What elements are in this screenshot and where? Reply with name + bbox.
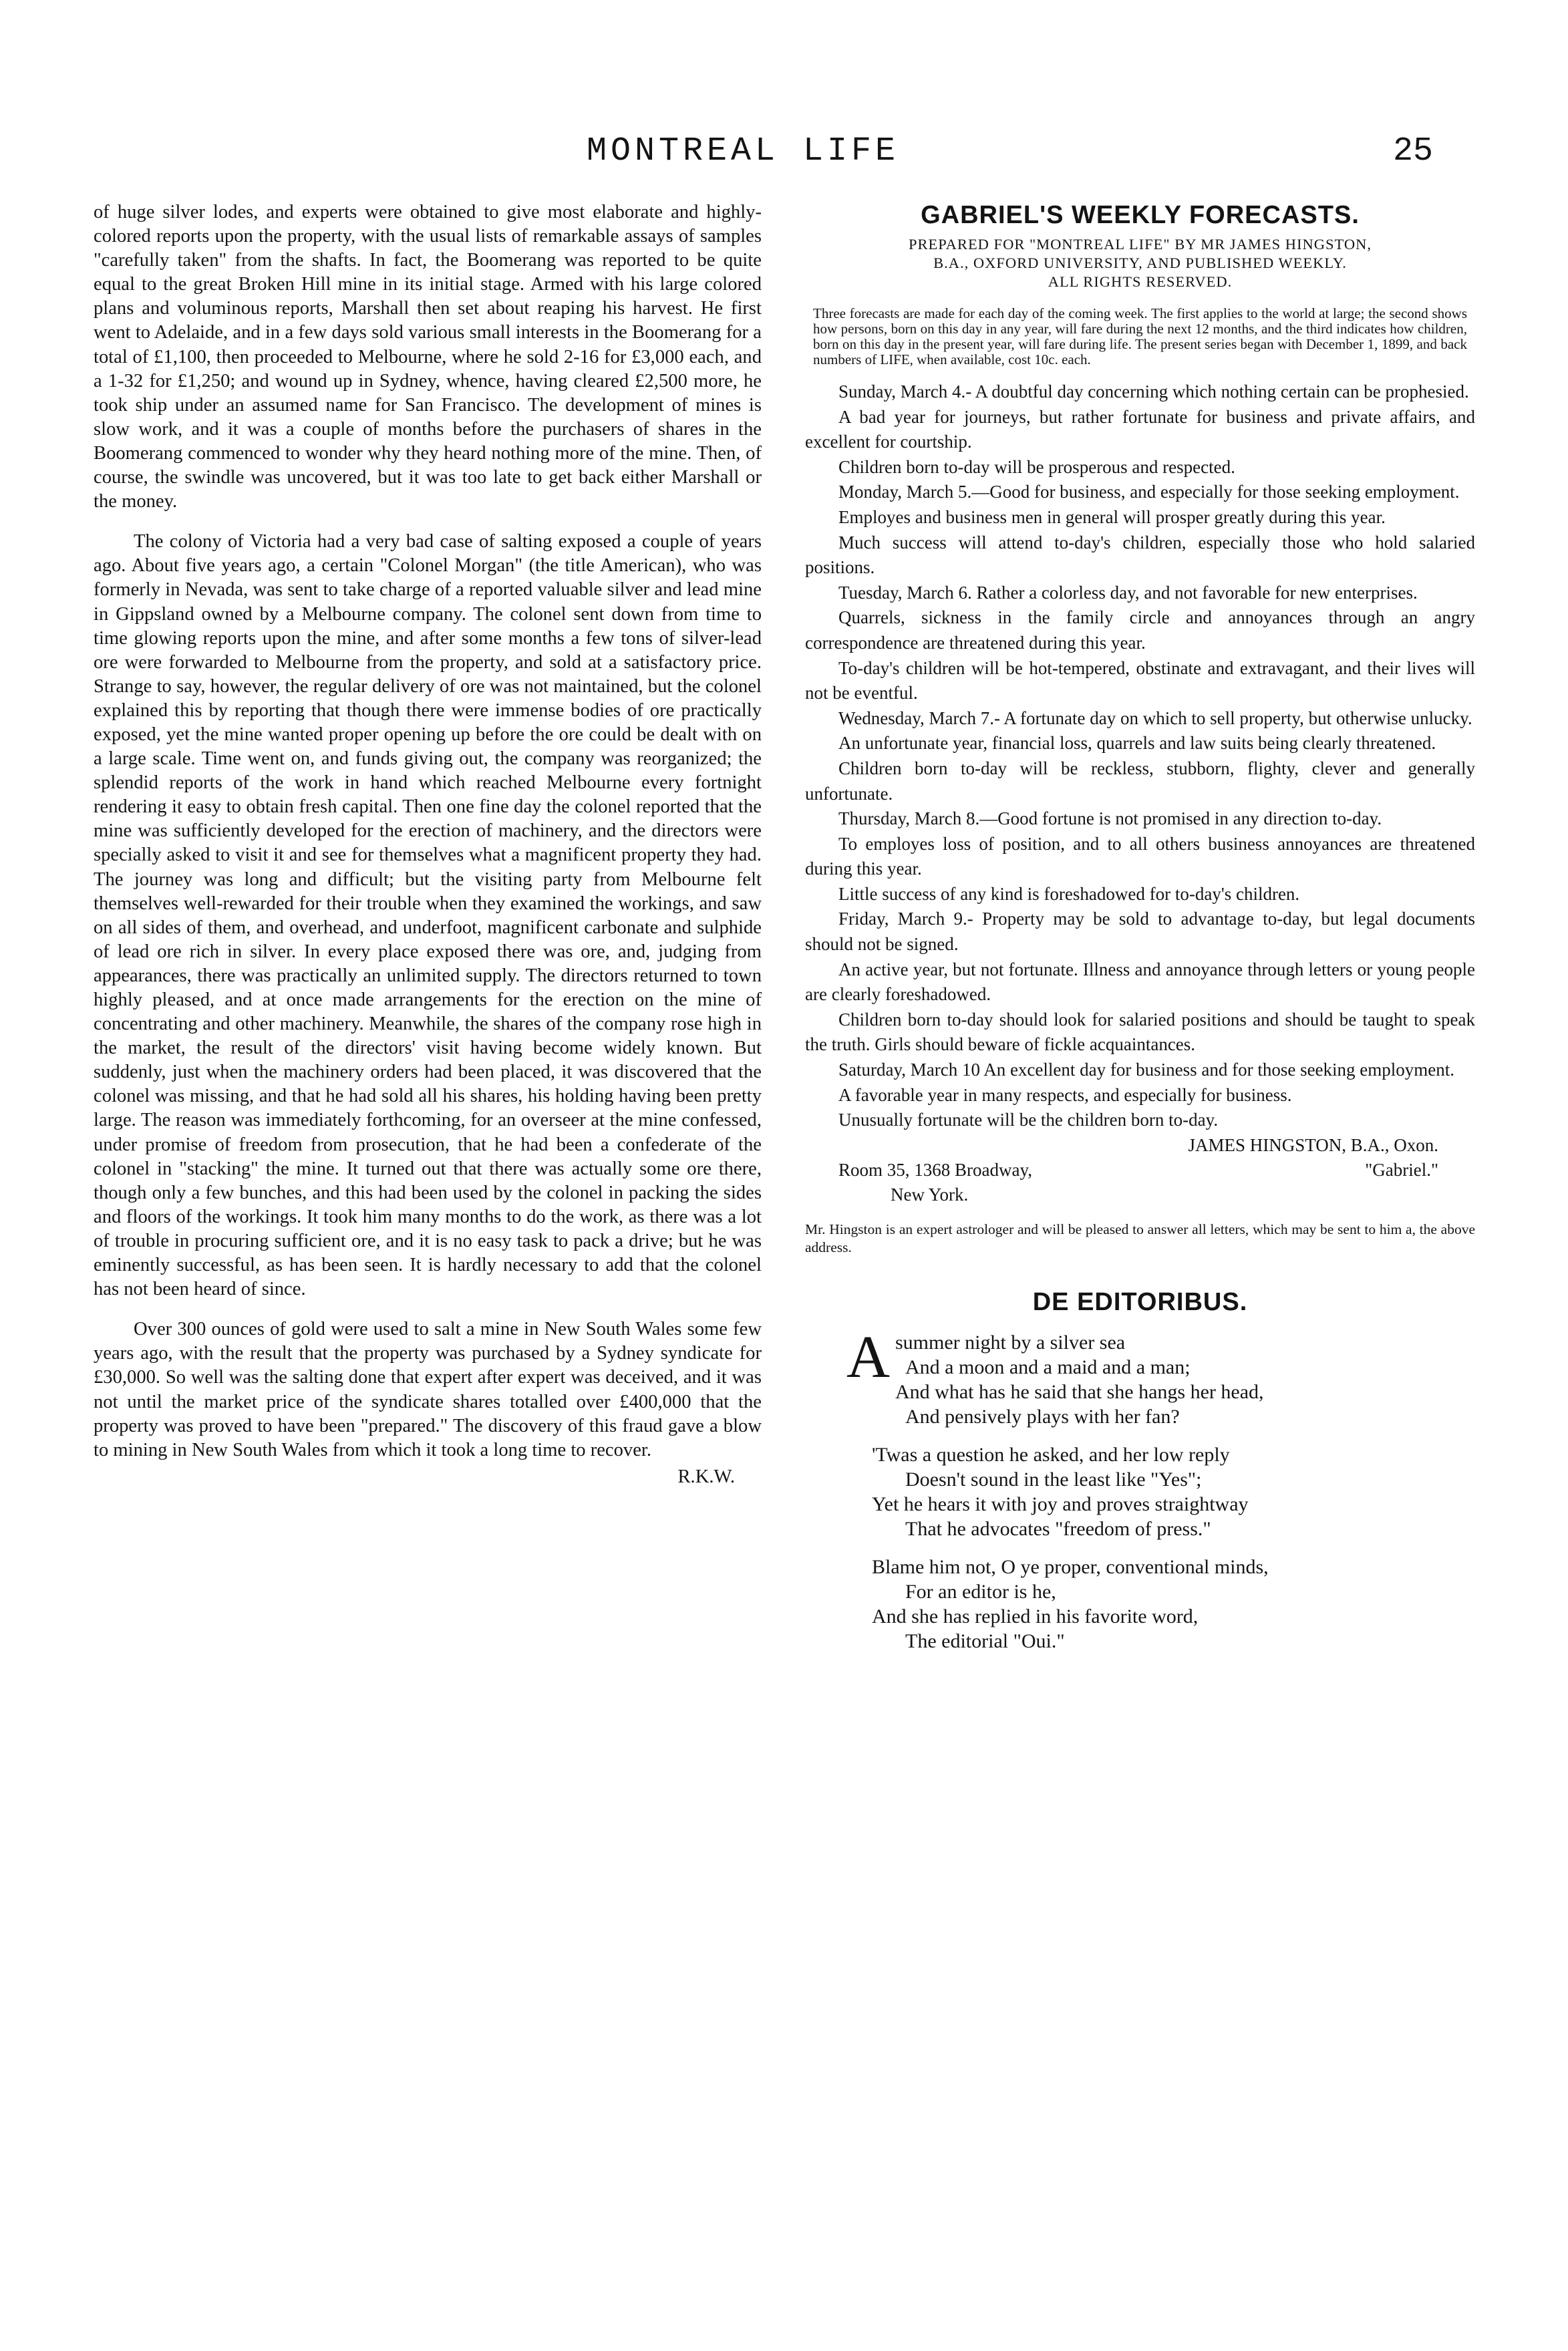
forecasts-intro: Three forecasts are made for each day of the coming week. The first applies to the world at large; the second shows how persons, born on this day in any year, will fare during the next 12 months, and the third indicates how children, born on this day in the present year, will fare during life. The present series began with December 1, 1899, and back numbers of LIFE, when available, cost 10c. each. <box>813 305 1467 367</box>
forecast-entry: A bad year for journeys, but rather fortunate for business and private affairs, and excellent for courtship. <box>805 406 1475 452</box>
poem-line: For an editor is he, <box>905 1580 1056 1603</box>
article-paragraph-1: of huge silver lodes, and experts were obtained to give most elaborate and highly-colored reports upon the property, with the usual lists of remarkable assays of samples "carefully taken" from the shafts. In fact, the Boomerang was reported to be quite equal to the great Broken Hill mine in its initial stage. Armed with his large colored plans and voluminous reports, Marshall then set about reaping his harvest. He first went to Adelaide, and in a few days sold various small interests in the Boomerang for a total of £1,100, then proceeded to Melbourne, where he sold 2-16 for £3,000 each, and a 1-32 for £1,250; and wound up in Sydney, whence, having cleared £2,500 more, he took ship under an assumed name for San Francisco. The development of mines is slow work, and it was a couple of months before the purchasers of shares in the Boomerang commenced to wonder why they heard nothing more of the mine. Then, of course, the swindle was uncovered, but it was too late to get back either Marshall or the money. <box>94 202 762 512</box>
poem-line: Doesn't sound in the least like "Yes"; <box>905 1468 1202 1491</box>
forecasts-title: GABRIEL'S WEEKLY FORECASTS. <box>921 201 1360 229</box>
poem-line: And a moon and a maid and a man; <box>905 1356 1191 1378</box>
forecast-entry: An unfortunate year, financial loss, quarrels and law suits being clearly threatened. <box>838 733 1436 754</box>
forecasts-address: Room 35, 1368 Broadway, <box>838 1159 1032 1180</box>
forecasts-signature: JAMES HINGSTON, B.A., Oxon. <box>1188 1134 1438 1155</box>
poem-line: And she has replied in his favorite word, <box>872 1605 1199 1627</box>
poem-stanza-2 <box>872 1442 1475 1541</box>
forecast-entry: Saturday, March 10 An excellent day for business and for those seeking employment. <box>838 1060 1455 1080</box>
forecast-entry: Little success of any kind is foreshadowed for to-day's children. <box>838 883 1300 904</box>
poem-line: And pensively plays with her fan? <box>905 1405 1180 1428</box>
forecasts-byline-1: PREPARED FOR "MONTREAL LIFE" BY MR JAMES HINGSTON, <box>908 236 1372 253</box>
article-signature: R.K.W. <box>677 1466 735 1487</box>
poem-drop-cap: A <box>846 1323 890 1390</box>
forecast-entry: Unusually fortunate will be the children born to-day. <box>838 1110 1219 1130</box>
forecast-list <box>805 379 1475 1133</box>
article-paragraph-3: Over 300 ounces of gold were used to salt a mine in New South Wales some few years ago, with the result that the property was purchased by a Sydney syndicate for £30,000. So well was the salting done that expert after expert was deceived, and it was not until the market price of the syndicate shares totalled over £400,000 that the property was proved to have been "prepared." The discovery of this fraud gave a blow to mining in New South Wales from which it took a long time to recover. <box>94 1319 762 1460</box>
right-column <box>805 200 1475 1667</box>
page-header <box>0 127 1568 187</box>
poem-line: That he advocates "freedom of press." <box>905 1517 1211 1540</box>
forecast-entry: Much success will attend to-day's children, especially those who hold salaried positions. <box>805 532 1475 578</box>
forecast-entry: Monday, March 5.—Good for business, and especially for those seeking employment. <box>838 482 1460 502</box>
running-title: MONTREAL LIFE <box>587 132 900 170</box>
left-column-article <box>94 200 762 1489</box>
forecast-entry: A favorable year in many respects, and especially for business. <box>838 1084 1292 1105</box>
forecast-entry: Tuesday, March 6. Rather a colorless day, and not favorable for new enterprises. <box>838 582 1418 603</box>
forecast-entry: Children born to-day will be reckless, stubborn, flighty, clever and generally unfortunate. <box>805 758 1475 804</box>
poem-stanza-1 <box>846 1323 1475 1429</box>
forecasts-byline-2: B.A., OXFORD UNIVERSITY, AND PUBLISHED WEEKLY. <box>933 255 1347 271</box>
poem-line: 'Twas a question he asked, and her low reply <box>872 1443 1230 1466</box>
poem-line: summer night by a silver sea <box>895 1331 1126 1354</box>
article-paragraph-2: The colony of Victoria had a very bad case of salting exposed a couple of years ago. About five years ago, a certain "Colonel Morgan" (the title American), who was formerly in Nevada, was sent to take charge of a reported valuable silver and lead mine in Gippsland owned by a Melbourne company. The colonel sent down from time to time glowing reports upon the mine, and after some months a few tons of silver-lead ore were forwarded to Melbourne from the property, and sold at a satisfactory price. Strange to say, however, the regular delivery of ore was not maintained, but the colonel explained this by reporting that though there were immense bodies of ore practically exposed, yet the mine wanted proper opening up before the ore could be dealt with on a large scale. Time went on, and funds giving out, the company was reorganized; the splendid reports of the work in hand which reached Melbourne every fortnight rendering it easy to obtain fresh capital. Then one fine day the colonel reported that the mine was sufficiently developed for the erection of machinery, and the directors were specially asked to visit it and see for themselves what a magnificent property they had. The journey was long and difficult; but the visiting party from Melbourne felt themselves well-rewarded for their trouble when they examined the workings, and saw on all sides of them, and overhead, and underfoot, magnificent carbonate and sulphide of lead ore rich in silver. In every place exposed there was ore, and, judging from appearances, there was practically an unlimited supply. The directors returned to town highly pleased, and at once made arrangements for the erection on the mine of concentrating and other machinery. Meanwhile, the shares of the company rose high in the market, the result of the directors' visit having become widely known. But suddenly, just when the machinery orders had been placed, it was discovered that the colonel was missing, and that he had sold all his shares, his holding having been pretty large. The reason was immediately forthcoming, for an overseer at the mine confessed, under promise of freedom from prosecution, that he had been a confederate of the colonel in "stacking" the mine. It turned out that there was actually some ore there, though only a few bunches, and this had been used by the colonel in packing the sides and floors of the workings. It took him many months to do the work, as there was a lot of trouble in procuring sufficient ore, and it is no easy task to pack a drive; but he was eminently successful, as has been seen. It is hardly necessary to add that the colonel has not been heard of since. <box>94 531 762 1300</box>
forecast-entry: Employes and business men in general will prosper greatly during this year. <box>838 506 1386 527</box>
forecast-entry: Children born to-day will be prosperous and respected. <box>838 456 1235 477</box>
forecast-entry: Quarrels, sickness in the family circle and annoyances through an angry correspondence are threatened during this year. <box>805 607 1475 653</box>
forecast-entry: Thursday, March 8.—Good fortune is not promised in any direction to-day. <box>838 808 1382 829</box>
forecasts-city: New York. <box>891 1184 969 1205</box>
poem-line: The editorial "Oui." <box>905 1629 1065 1652</box>
forecast-entry: Wednesday, March 7.- A fortunate day on which to sell property, but otherwise unlucky. <box>838 708 1472 728</box>
poem-line: Blame him not, O ye proper, conventional minds, <box>872 1555 1269 1578</box>
poem-stanza-3 <box>872 1555 1475 1654</box>
forecast-entry: Children born to-day should look for salaried positions and should be taught to speak the truth. Girls should beware of fickle acquaintances. <box>805 1009 1475 1055</box>
forecasts-pen-name: "Gabriel." <box>1365 1159 1438 1180</box>
forecast-entry: To employes loss of position, and to all others business annoyances are threatened during this year. <box>805 833 1475 879</box>
forecast-entry: An active year, but not fortunate. Illness and annoyance through letters or young people are clearly foreshadowed. <box>805 959 1475 1005</box>
forecasts-byline-3: ALL RIGHTS RESERVED. <box>1048 273 1233 290</box>
forecast-entry: Friday, March 9.- Property may be sold to advantage to-day, but legal documents should not be signed. <box>805 909 1475 955</box>
forecasts-address-row <box>805 1158 1475 1183</box>
forecasts-closing-note: Mr. Hingston is an expert astrologer and will be pleased to answer all letters, which may be sent to him a, the above address. <box>805 1221 1475 1255</box>
page-number: 25 <box>1393 132 1434 170</box>
poem-line: And what has he said that she hangs her head, <box>895 1380 1264 1403</box>
poem-line: Yet he hears it with joy and proves straightway <box>872 1493 1249 1515</box>
forecast-entry: To-day's children will be hot-tempered, obstinate and extravagant, and their lives will not be eventful. <box>805 657 1475 703</box>
forecast-entry: Sunday, March 4.- A doubtful day concerning which nothing certain can be prophesied. <box>838 381 1469 402</box>
poem-title: DE EDITORIBUS. <box>1032 1287 1248 1316</box>
